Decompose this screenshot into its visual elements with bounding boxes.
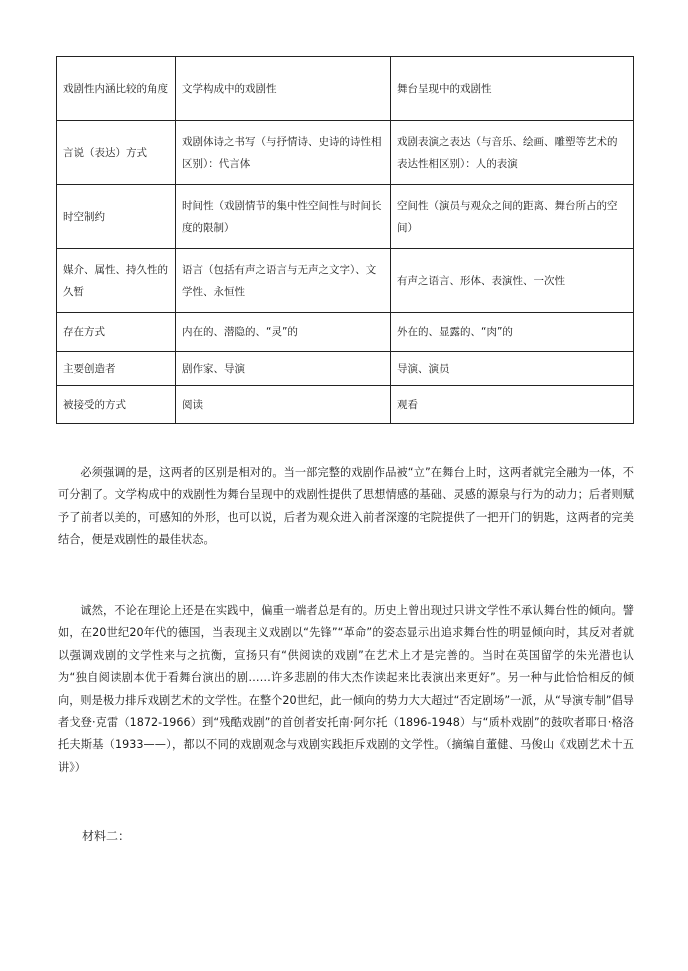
- table-row: [57, 185, 634, 249]
- body-paragraph: 必须强调的是，这两者的区别是相对的。当一部完整的戏剧作品被“立”在舞台上时，这两者就完全融为一体，不可分割了。文学构成中的戏剧性为舞台呈现中的戏剧性提供了思想情感的基础、灵感的源泉与行为的动力；后者则赋予了前者以美的，可感知的外形，也可以说，后者为观众进入前者深邃的宅院提供了一把开门的钥匙，这两者的完美结合，便是戏剧性的最佳状态。: [58, 466, 634, 547]
- table-cell: 言说（表达）方式: [57, 121, 176, 185]
- table-cell: 剧作家、导演: [176, 352, 391, 386]
- table-header-cell: 戏剧性内涵比较的角度: [57, 57, 176, 121]
- table-row: [57, 352, 634, 386]
- table-cell: 有声之语言、形体、表演性、一次性: [391, 249, 634, 313]
- table-cell: 阅读: [176, 386, 391, 424]
- table-cell: 空间性（演员与观众之间的距离、舞台所占的空间）: [391, 185, 634, 249]
- table-cell: 导演、演员: [391, 352, 634, 386]
- table-cell: 戏剧表演之表达（与音乐、绘画、雕塑等艺术的表达性相区别）：人的表演: [391, 121, 634, 185]
- comparison-table: [56, 56, 634, 424]
- table-cell: 主要创造者: [57, 352, 176, 386]
- table-cell: 媒介、属性、持久性的久暂: [57, 249, 176, 313]
- body-paragraph: 诚然，不论在理论上还是在实践中，偏重一端者总是有的。历史上曾出现过只讲文学性不承认舞台性的倾向。譬如，在20世纪20年代的德国，当表现主义戏剧以“先锋”“革命”的姿态显示出追求舞台性的明显倾向时，其反对者就以强调戏剧的文学性来与之抗衡，宣扬只有“供阅读的戏剧”在艺术上才是完善的。当时在英国留学的朱光潜也认为“独自阅读剧本优于看舞台演出的剧……许多悲剧的伟大杰作读起来比表演出来更好”。另一种与此恰恰相反的倾向，则是极力排斥戏剧艺术的文学性。在整个20世纪，此一倾向的势力大大超过“否定剧场”一派，从“导演专制”倡导者戈登·克雷（1872-1966）到“残酷戏剧”的首创者安托南·阿尔托（1896-1948）与“质朴戏剧”的鼓吹者耶日·格洛托夫斯基（1933——），都以不同的戏剧观念与戏剧实践拒斥戏剧的文学性。（摘编自董健、马俊山《戏剧艺术十五讲》）: [58, 604, 634, 774]
- table-header-row: [57, 57, 634, 121]
- material-two-label: 材料二：: [82, 829, 131, 843]
- table-header-cell: 舞台呈现中的戏剧性: [391, 57, 634, 121]
- table-row: [57, 249, 634, 313]
- table-cell: 观看: [391, 386, 634, 424]
- table-row: [57, 121, 634, 185]
- table-row: [57, 313, 634, 352]
- table-cell: 语言（包括有声之语言与无声之文字）、文学性、永恒性: [176, 249, 391, 313]
- table-cell: 时空制约: [57, 185, 176, 249]
- table-row: [57, 386, 634, 424]
- table-cell: 存在方式: [57, 313, 176, 352]
- table-cell: 外在的、显露的、“肉”的: [391, 313, 634, 352]
- table-cell: 内在的、潜隐的、“灵”的: [176, 313, 391, 352]
- table-cell: 时间性（戏剧情节的集中性空间性与时间长度的限制）: [176, 185, 391, 249]
- table-header-cell: 文学构成中的戏剧性: [176, 57, 391, 121]
- table-cell: 戏剧体诗之书写（与抒情诗、史诗的诗性相区别）：代言体: [176, 121, 391, 185]
- table-cell: 被接受的方式: [57, 386, 176, 424]
